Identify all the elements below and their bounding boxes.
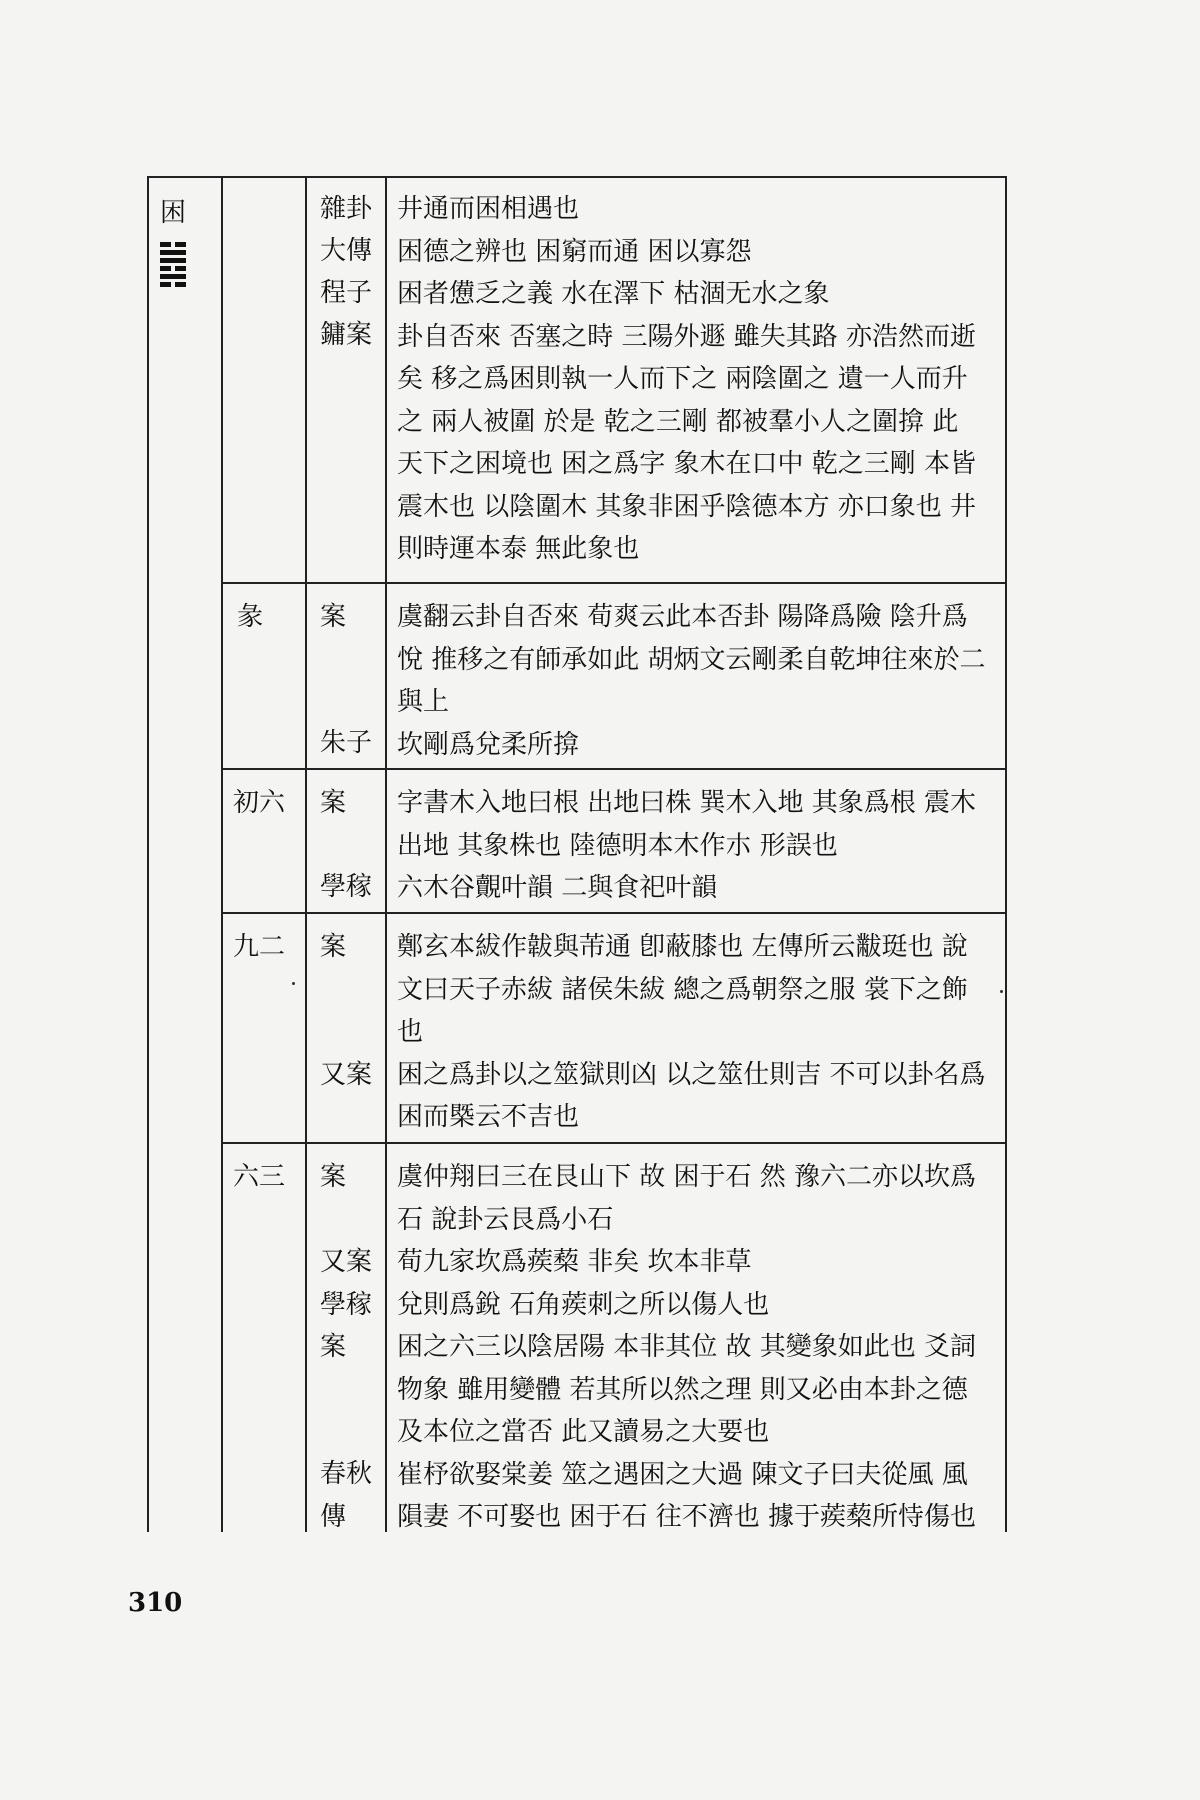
source-label: 春秋 [320,1459,373,1489]
hexagram-name: 困 [160,198,187,228]
commentary-text: 井通而困相遇也 困德之辨也 困窮而通 困以寡怨 困者憊乏之義 水在澤下 枯涸无水之象 卦自否來 否塞之時 三陽外遯 雖失其路 亦浩然而逝 矣 移之爲困則執一人而下之 兩陰圍之 遺一人而升 之 兩人被圍 於是 乾之三剛 都被羣小人之圍揜 此 天下之困境也 困之爲字 象木在口中 乾之三剛 本皆 震木也 以陰圍木 其象非困乎陰德本方 亦口象也 井 則時運本泰 無此象也 [397,194,977,564]
stray-mark [292,982,295,985]
source-label: 案 [320,788,347,818]
column-divider [385,176,387,1532]
source-label: 案 [320,932,347,962]
line-label: 九二 [233,932,286,962]
page-number: 310 [128,1588,183,1618]
source-label: 又案 [320,1060,373,1090]
commentary-text: 鄭玄本紱作韍與芾通 卽蔽膝也 左傳所云黻珽也 說 文曰天子赤紱 諸侯朱紱 總之爲朝祭之服 裳下之飾 也 困之爲卦以之筮獄則凶 以之筮仕則吉 不可以卦名爲 困而槩云不吉也 [397,932,986,1132]
line-label: 彖 [237,602,264,632]
commentary-text: 虞仲翔曰三在艮山下 故 困于石 然 豫六二亦以坎爲 石 說卦云艮爲小石 荀九家坎爲蒺蔾 非矣 坎本非草 兌則爲銳 石角蒺刺之所以傷人也 困之六三以陰居陽 本非其位 故 其變象如此也 爻詞 物象 雖用變體 若其所以然之理 則又必由本卦之德 及本位之當否 此又讀易之大要也 崔杼欲娶棠姜 筮之遇困之大過 陳文子曰夫從風 風 隕妻 不可娶也 困于石 往不濟也 據于蒺蔾所恃傷也 [397,1162,977,1532]
commentary-text: 字書木入地曰根 出地曰株 巽木入地 其象爲根 震木 出地 其象株也 陸德明本木作朩 形誤也 六木谷覿叶韻 二與食祀叶韻 [397,788,977,903]
source-label: 朱子 [320,728,373,758]
source-label: 雜卦 [320,194,373,224]
source-label: 鏞案 [320,320,373,350]
source-label: 學稼 [320,872,373,902]
hexagram-kun-icon [160,242,186,290]
source-label: 案 [320,1332,347,1362]
source-label: 又案 [320,1247,373,1277]
source-label: 學稼 [320,1290,373,1320]
source-label: 案 [320,1162,347,1192]
source-label: 案 [320,602,347,632]
source-label: 程子 [320,278,373,308]
commentary-text: 虞翻云卦自否來 荀爽云此本否卦 陽降爲險 陰升爲 悅 推移之有師承如此 胡炳文云剛柔自乾坤往來於二 與上 坎剛爲兌柔所揜 [397,602,986,760]
section-divider [221,768,1007,770]
line-label: 初六 [233,788,286,818]
column-divider [305,176,307,1532]
stray-mark [1000,990,1003,993]
section-divider [221,1142,1007,1144]
section-divider [221,912,1007,914]
section-divider [221,582,1007,584]
column-divider [221,176,223,1532]
source-label: 大傳 [320,236,373,266]
line-label: 六三 [233,1162,286,1192]
source-label: 傳 [320,1502,347,1532]
